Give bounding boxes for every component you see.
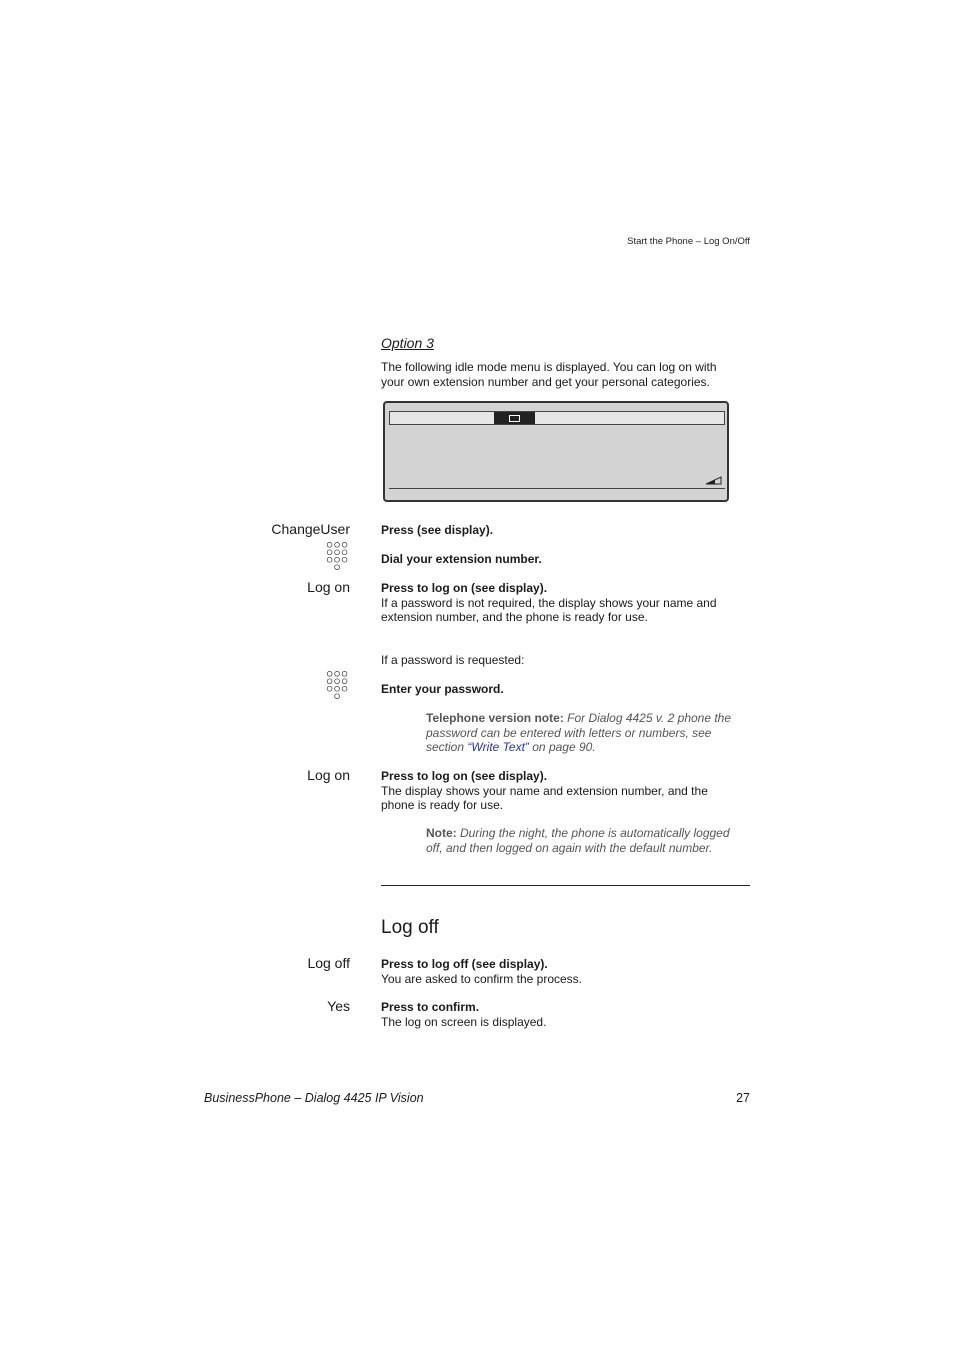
log-on-step: Press to log on (see display). The display shows your name and extension number, and the phone is ready for use. [381, 769, 708, 812]
signal-strength-icon [706, 476, 722, 485]
write-text-link[interactable]: “Write Text” [467, 740, 529, 754]
dial-action: Dial your extension number. [381, 552, 542, 566]
yes-step: Press to confirm. The log on screen is displayed. [381, 1000, 547, 1029]
changeuser-action: Press (see display). [381, 523, 494, 537]
display-top-bar [389, 411, 725, 425]
night-note: Note: During the night, the phone is automatically logged off, and then logged on again with the default number. [426, 826, 730, 855]
enter-password-action: Enter your password. [381, 682, 504, 696]
log-on-key-label[interactable]: Log on [307, 767, 350, 783]
section-divider [381, 885, 750, 886]
intro-text: The following idle mode menu is displayed. You can log on with your own extension number and get your personal categories. [381, 360, 717, 389]
yes-key-label[interactable]: Yes [327, 998, 350, 1014]
running-header: Start the Phone – Log On/Off [627, 236, 750, 247]
changeuser-key-label[interactable]: ChangeUser [271, 521, 350, 537]
footer-title: BusinessPhone – Dialog 4425 IP Vision [204, 1091, 424, 1105]
keypad-icon [326, 542, 350, 570]
display-bottom-line [389, 488, 725, 489]
version-note: Telephone version note: For Dialog 4425 v. 2 phone the password can be entered with letters or numbers, see section “Write Text” on page 90. [426, 711, 732, 754]
keypad-icon [326, 671, 350, 699]
password-requested-text: If a password is requested: [381, 653, 525, 667]
display-selected-item [494, 412, 535, 424]
log-off-heading: Log off [381, 917, 439, 938]
phone-display [383, 401, 729, 502]
log-on-step: Press to log on (see display). If a password is not required, the display shows your name and extension number, and the phone is ready for use. [381, 581, 717, 624]
mailbox-icon [509, 415, 520, 422]
log-on-key-label[interactable]: Log on [307, 579, 350, 595]
log-off-step: Press to log off (see display). You are asked to confirm the process. [381, 957, 582, 986]
log-off-key-label[interactable]: Log off [307, 955, 350, 971]
option-title: Option 3 [381, 335, 434, 351]
page-number: 27 [736, 1091, 750, 1105]
